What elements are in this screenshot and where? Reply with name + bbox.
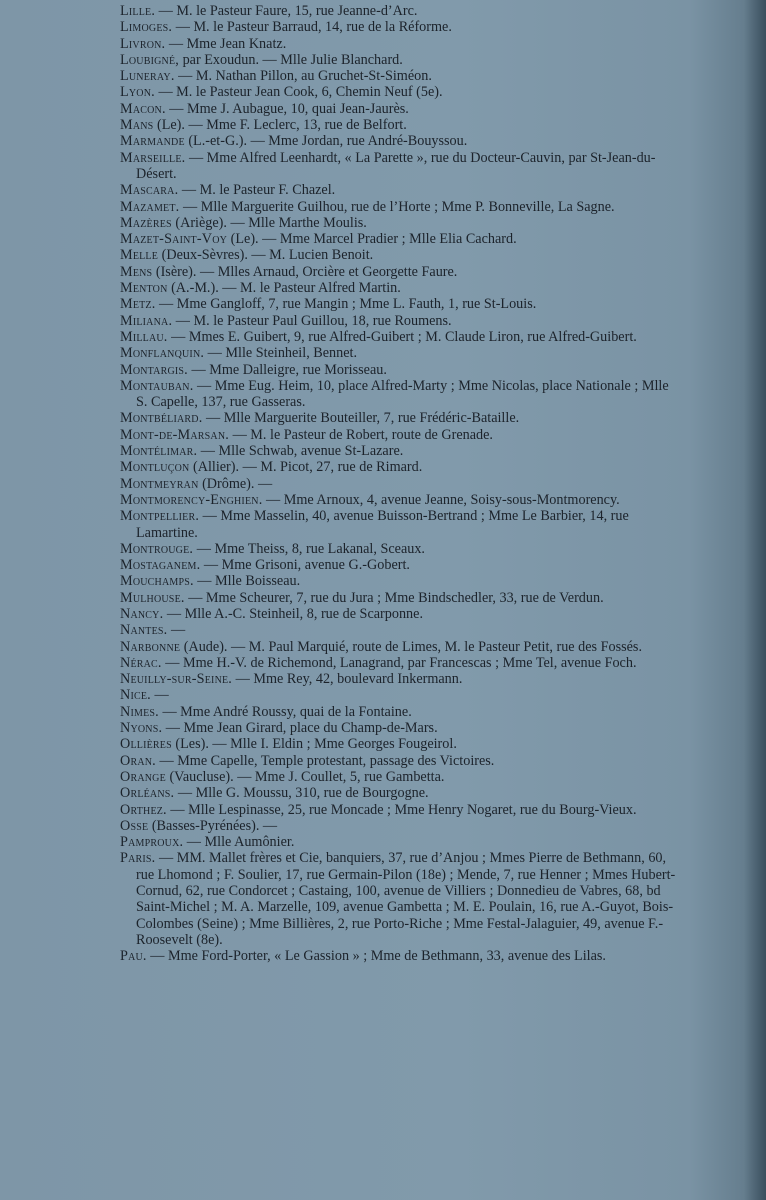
directory-entry — [0, 117, 760, 133]
entry-place-name: Mouchamps. — [120, 573, 194, 590]
entry-place-name: Oran. — [120, 752, 156, 769]
entry-place-name: Mans — [120, 117, 154, 134]
entry-address-text: (A.-M.). — M. le Pasteur Alfred Martin. — [167, 280, 401, 297]
entry-address-text: — Mmes E. Guibert, 9, rue Alfred-Guibert ; M. Claude Liron, rue Alfred-Guibert. — [167, 328, 637, 345]
entry-address-text: — M. le Pasteur Jean Cook, 6, Chemin Neuf (5e). — [154, 84, 443, 101]
entry-place-name: Mazet-Saint-Voy — [120, 231, 228, 248]
entry-address-text: — M. le Pasteur de Robert, route de Grenade. — [229, 426, 493, 443]
entry-address-text: — Mme Theiss, 8, rue Lakanal, Sceaux. — [193, 540, 425, 557]
entry-address-text: (Basses-Pyrénées). — — [148, 817, 278, 834]
entry-address-text: — Mme Rey, 42, boulevard Inkermann. — [232, 671, 463, 688]
entry-place-name: Mulhouse. — [120, 589, 185, 606]
directory-entry — [0, 834, 760, 850]
entry-place-name: Marseille. — [120, 149, 186, 166]
directory-entry — [0, 948, 760, 964]
entry-address-text: — Mme Jean Girard, place du Champ-de-Mars. — [162, 720, 438, 737]
entry-address-text: — MM. Mallet frères et Cie, banquiers, 37, rue d’Anjou ; Mmes Pierre de Bethmann, 60, rue Lhomond ; F. Soulier, 17, rue Germain-Pilon (18e) ; Mende, 7, rue Henner ; Mmes Hubert-Cornud, 62, rue Condorcet ; Castaing, 100, avenue de Villiers ; Donnedieu de Vabres, 68, bd Saint-Michel ; M. A. Marzelle, 109, avenue Gambetta ; M. E. Poulain, 16, rue A.-Guyot, Bois-Colombes (Seine) ; Mme Billières, 2, rue Porto-Riche ; Mme Festal-Jalaguier, 49, avenue F.-Roosevelt (8e). — [136, 850, 676, 948]
directory-entry — [0, 590, 760, 606]
directory-entry — [0, 639, 760, 655]
entry-address-text: (Drôme). — — [198, 475, 273, 492]
directory-entry — [0, 736, 760, 752]
entry-address-text: — Mlle A.-C. Steinheil, 8, rue de Scarponne. — [163, 605, 423, 622]
directory-entry — [0, 84, 760, 100]
entry-place-name: Luneray. — [120, 68, 175, 85]
entry-place-name: Montargis. — [120, 361, 188, 378]
entry-place-name: Montmeyran — [120, 475, 199, 492]
entry-place-name: Nantes. — [120, 622, 168, 639]
entry-place-name: Millau. — [120, 328, 168, 345]
entry-place-name: Lille. — [120, 3, 156, 19]
entry-place-name: Montrouge. — [120, 540, 194, 557]
entry-place-name: Nyons. — [120, 720, 163, 737]
entry-address-text: — Mlle G. Moussu, 310, rue de Bourgogne. — [174, 785, 429, 802]
entry-address-text: — Mme J. Aubague, 10, quai Jean-Jaurès. — [165, 100, 409, 117]
directory-entry — [0, 476, 760, 492]
entry-place-name: Montauban. — [120, 377, 194, 394]
entry-address-text: (Isère). — Mlles Arnaud, Orcière et Georgette Faure. — [152, 263, 458, 280]
entry-address-text: — Mlle Marguerite Guilhou, rue de l’Horte ; Mme P. Bonneville, La Sagne. — [179, 198, 615, 215]
entry-place-name: Monflanquin. — [120, 345, 205, 362]
directory-entry — [0, 443, 760, 459]
entry-place-name: Miliana. — [120, 312, 173, 329]
directory-entry — [0, 231, 760, 247]
directory-entry — [0, 785, 760, 801]
entry-address-text: (Allier). — M. Picot, 27, rue de Rimard. — [189, 459, 423, 476]
entry-place-name: Limoges. — [120, 19, 173, 36]
directory-entry — [0, 704, 760, 720]
entry-address-text: (L.-et-G.). — Mme Jordan, rue André-Bouyssou. — [184, 133, 468, 150]
entry-place-name: Mostaganem. — [120, 557, 201, 574]
entry-address-text: — Mlle Steinheil, Bennet. — [204, 345, 358, 362]
directory-entry — [0, 606, 760, 622]
entry-address-text: — Mlle Schwab, avenue St-Lazare. — [197, 443, 404, 460]
entry-place-name: Mens — [120, 263, 153, 280]
entry-address-text: — Mlle Lespinasse, 25, rue Moncade ; Mme Henry Nogaret, rue du Bourg-Vieux. — [166, 801, 637, 818]
directory-entry — [0, 753, 760, 769]
entry-place-name: Mascara. — [120, 182, 179, 199]
entry-address-text: — Mme Ford-Porter, « Le Gassion » ; Mme de Bethmann, 33, avenue des Lilas. — [146, 948, 606, 965]
entry-place-name: Montluçon — [120, 459, 190, 476]
directory-entry — [0, 329, 760, 345]
directory-entry — [0, 264, 760, 280]
entry-place-name: Nérac. — [120, 654, 162, 671]
directory-entry — [0, 313, 760, 329]
entry-place-name: Livron. — [120, 35, 166, 52]
entry-address-text: — Mme Grisoni, avenue G.-Gobert. — [200, 557, 410, 574]
entry-address-text: — Mme Dalleigre, rue Morisseau. — [187, 361, 387, 378]
entry-place-name: Orléans. — [120, 785, 175, 802]
directory-entry — [0, 36, 760, 52]
entry-place-name: Montélimar. — [120, 443, 198, 460]
entry-place-name: Ollières — [120, 736, 172, 753]
entry-place-name: Nice. — [120, 687, 151, 704]
entry-address-text: (Vaucluse). — Mme J. Coullet, 5, rue Gambetta. — [165, 768, 445, 785]
entry-place-name: Orange — [120, 768, 166, 785]
directory-entry — [0, 296, 760, 312]
entry-place-name: Nimes. — [120, 703, 159, 720]
entry-place-name: Pau. — [120, 948, 147, 965]
directory-entry — [0, 818, 760, 834]
entry-place-name: Montmorency-Enghien. — [120, 491, 263, 508]
directory-entry — [0, 427, 760, 443]
directory-entry — [0, 622, 760, 638]
entry-place-name: Paris. — [120, 850, 156, 867]
directory-entry — [0, 459, 760, 475]
directory-entry — [0, 573, 760, 589]
entry-address-text: — — [150, 687, 169, 704]
entry-address-text: — Mme Eug. Heim, 10, place Alfred-Marty ; Mme Nicolas, place Nationale ; Mlle S. Capelle, 137, rue Gasseras. — [136, 377, 669, 411]
directory-entry — [0, 68, 760, 84]
entry-address-text: (Deux-Sèvres). — M. Lucien Benoit. — [158, 247, 374, 264]
entry-place-name: Metz. — [120, 296, 156, 313]
entry-address-text: — M. le Pasteur Barraud, 14, rue de la Réforme. — [172, 19, 452, 36]
entry-address-text: — Mme Masselin, 40, avenue Buisson-Bertrand ; Mme Le Barbier, 14, rue Lamartine. — [136, 508, 629, 541]
directory-entry — [0, 345, 760, 361]
directory-entry — [0, 133, 760, 149]
directory-entry — [0, 3, 760, 19]
entry-address-text: — Mme Scheurer, 7, rue du Jura ; Mme Bindschedler, 33, rue de Verdun. — [184, 589, 604, 606]
directory-entry — [0, 655, 760, 671]
entry-address-text: — Mme H.-V. de Richemond, Lanagrand, par Francescas ; Mme Tel, avenue Foch. — [161, 654, 637, 671]
entry-address-text: — M. le Pasteur F. Chazel. — [178, 182, 336, 199]
entry-place-name: Orthez. — [120, 801, 167, 818]
entry-place-name: Nancy. — [120, 605, 164, 622]
entry-place-name: Lyon. — [120, 84, 155, 101]
entry-place-name: Neuilly-sur-Seine. — [120, 671, 233, 688]
directory-entry — [0, 378, 760, 411]
entry-address-text: — Mme André Roussy, quai de la Fontaine. — [158, 703, 412, 720]
entry-address-text: — M. Nathan Pillon, au Gruchet-St-Siméon. — [174, 68, 432, 85]
directory-entry — [0, 850, 760, 948]
directory-entry — [0, 557, 760, 573]
page-edge-shadow — [744, 0, 766, 1200]
directory-entry — [0, 492, 760, 508]
entry-place-name: Loubigné, — [120, 51, 180, 68]
entry-place-name: Menton — [120, 280, 168, 297]
directory-entry — [0, 199, 760, 215]
entry-place-name: Macon. — [120, 100, 166, 117]
entry-place-name: Pamproux. — [120, 834, 184, 851]
directory-entry — [0, 410, 760, 426]
directory-entry — [0, 280, 760, 296]
entry-place-name: Mont-de-Marsan. — [120, 426, 230, 443]
directory-entry — [0, 769, 760, 785]
directory-entry — [0, 687, 760, 703]
directory-entry — [0, 802, 760, 818]
entry-address-text: — Mme Alfred Leenhardt, « La Parette », rue du Docteur-Cauvin, par St-Jean-du-Désert. — [136, 149, 656, 182]
entry-address-text: (Le). — Mme F. Leclerc, 13, rue de Belfort. — [153, 117, 407, 134]
address-directory-list — [0, 3, 760, 965]
directory-entry — [0, 215, 760, 231]
entry-place-name: Montpellier. — [120, 508, 200, 525]
entry-place-name: Narbonne — [120, 638, 181, 655]
entry-place-name: Montbéliard. — [120, 410, 203, 427]
entry-place-name: Melle — [120, 247, 159, 264]
directory-entry — [0, 362, 760, 378]
entry-place-name: Mazamet. — [120, 198, 180, 215]
directory-entry — [0, 182, 760, 198]
entry-address-text: — Mlle Marguerite Bouteiller, 7, rue Frédéric-Bataille. — [202, 410, 520, 427]
entry-address-text: — — [167, 622, 186, 639]
directory-entry — [0, 508, 760, 541]
directory-entry — [0, 247, 760, 263]
entry-address-text: — Mme Capelle, Temple protestant, passage des Victoires. — [155, 752, 495, 769]
entry-address-text: — Mlle Boisseau. — [193, 573, 301, 590]
entry-place-name: Marmande — [120, 133, 185, 150]
entry-address-text: (Aude). — M. Paul Marquié, route de Limes, M. le Pasteur Petit, rue des Fossés. — [180, 638, 642, 655]
entry-address-text: — Mme Gangloff, 7, rue Mangin ; Mme L. Fauth, 1, rue St-Louis. — [155, 296, 537, 313]
entry-place-name: Mazères — [120, 214, 172, 231]
entry-address-text: par Exoudun. — Mlle Julie Blanchard. — [179, 51, 403, 68]
directory-entry — [0, 720, 760, 736]
entry-place-name: Osse — [120, 817, 149, 834]
entry-address-text: — M. le Pasteur Faure, 15, rue Jeanne-d’Arc. — [155, 3, 418, 19]
directory-entry — [0, 52, 760, 68]
directory-entry — [0, 19, 760, 35]
directory-entry — [0, 671, 760, 687]
entry-address-text: (Le). — Mme Marcel Pradier ; Mlle Elia Cachard. — [227, 231, 517, 248]
directory-entry — [0, 150, 760, 183]
entry-address-text: — Mme Arnoux, 4, avenue Jeanne, Soisy-sous-Montmorency. — [262, 491, 620, 508]
directory-entry — [0, 101, 760, 117]
entry-address-text: — Mme Jean Knatz. — [165, 35, 287, 52]
directory-entry — [0, 541, 760, 557]
entry-address-text: (Ariège). — Mlle Marthe Moulis. — [171, 214, 367, 231]
entry-address-text: (Les). — Mlle I. Eldin ; Mme Georges Fougeirol. — [171, 736, 457, 753]
entry-address-text: — Mlle Aumônier. — [183, 834, 295, 851]
entry-address-text: — M. le Pasteur Paul Guillou, 18, rue Roumens. — [172, 312, 452, 329]
